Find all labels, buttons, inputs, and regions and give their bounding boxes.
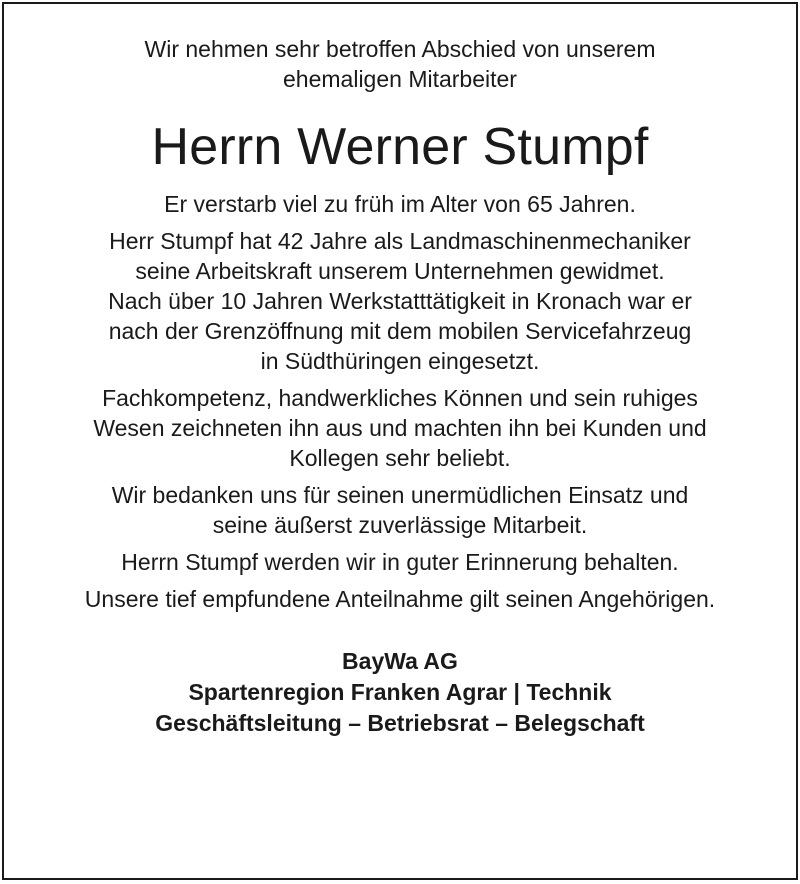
company-name: BayWa AG	[342, 648, 458, 674]
text-line: Er verstarb viel zu früh im Alter von 65 Jahren.	[164, 191, 636, 217]
text-line: Wesen zeichneten ihn aus und machten ihn bei Kunden und	[93, 415, 707, 441]
text-line: seine äußerst zuverlässige Mitarbeit.	[212, 512, 588, 538]
text-line: Herrn Stumpf werden wir in guter Erinnerung behalten.	[121, 549, 679, 575]
text-line: Wir bedanken uns für seinen unermüdlichen Einsatz und	[111, 482, 689, 508]
division-name: Spartenregion Franken Agrar | Technik	[188, 679, 612, 705]
paragraph-memory	[0, 547, 800, 577]
text-line: Nach über 10 Jahren Werkstatttätigkeit in Kronach war er	[108, 288, 692, 314]
intro-line: ehemaligen Mitarbeiter	[283, 66, 517, 92]
text-line: in Südthüringen eingesetzt.	[260, 348, 540, 374]
text-line: Unsere tief empfundene Anteilnahme gilt seinen Angehörigen.	[84, 586, 716, 612]
paragraph-condolence	[0, 584, 800, 614]
signatories: Geschäftsleitung – Betriebsrat – Belegschaft	[155, 710, 645, 736]
paragraph-character	[0, 383, 800, 473]
text-line: seine Arbeitskraft unserem Unternehmen gewidmet.	[135, 258, 665, 284]
text-line: Herr Stumpf hat 42 Jahre als Landmaschinenmechaniker	[109, 228, 691, 254]
deceased-name: Herrn Werner Stumpf	[151, 118, 649, 176]
intro-text	[0, 34, 800, 94]
text-line: Fachkompetenz, handwerkliches Können und sein ruhiges	[102, 385, 698, 411]
paragraph-thanks	[0, 480, 800, 540]
intro-line: Wir nehmen sehr betroffen Abschied von unserem	[144, 36, 656, 62]
text-line: nach der Grenzöffnung mit dem mobilen Servicefahrzeug	[108, 318, 692, 344]
paragraph-career	[0, 226, 800, 376]
text-line: Kollegen sehr beliebt.	[289, 445, 511, 471]
paragraph-age	[0, 189, 800, 219]
signature-block	[0, 646, 800, 739]
